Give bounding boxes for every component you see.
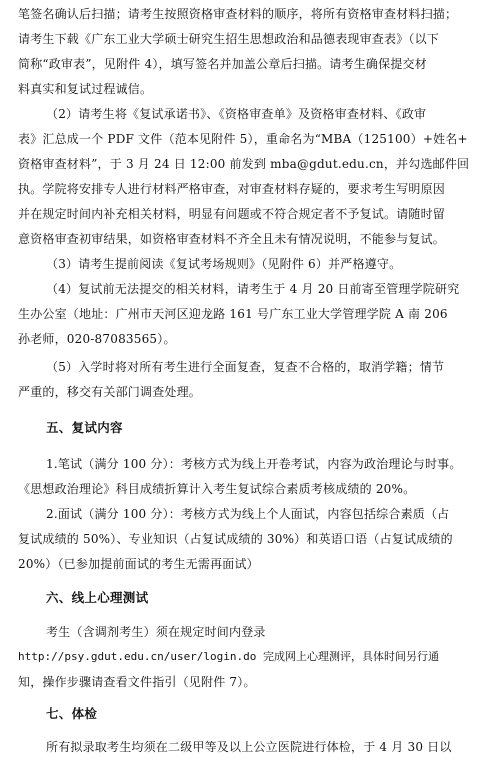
psych-test-link-line[interactable]: http://psy.gdut.edu.cn/user/login.do 完成网上心理测评，具体时间另行通 xyxy=(18,650,440,663)
list-item-2: （2）请考生将《复试承诺书》、《资格审查单》及资格审查材料、《政审 xyxy=(46,107,427,121)
paragraph-line: 20%）（已参加提前面试的考生无需再面试） xyxy=(18,557,259,571)
list-item-4: （4）复试前无法提交的相关材料，请考生于 4 月 20 日前寄至管理学院研究 xyxy=(46,282,460,296)
list-item-written-exam: 1.笔试（满分 100 分）：考核方式为线上开卷考试，内容为政治理论与时事。 xyxy=(46,457,462,471)
paragraph-line: 考生（含调剂考生）须在规定时间内登录 xyxy=(46,625,266,639)
paragraph-line: 笔签名确认后扫描；请考生按照资格审查材料的顺序，将所有资格审查材料扫描； xyxy=(18,7,458,21)
list-item-interview: 2.面试（满分 100 分）：考核方式为线上个人面试，内容包括综合素质（占 xyxy=(46,507,450,521)
paragraph-line: 复试成绩的 50%）、专业知识（占复试成绩的 30%）和英语口语（占复试成绩的 xyxy=(18,532,453,546)
paragraph-line: 所有拟录取考生均须在二级甲等及以上公立医院进行体检，于 4 月 30 日以 xyxy=(46,740,452,754)
section-heading-5: 五、复试内容 xyxy=(46,420,123,435)
paragraph-line: 并在规定时间内补充相关材料，明显有问题或不符合规定者不予复试。请随时留 xyxy=(18,207,446,221)
paragraph-line: 生办公室（地址：广州市天河区迎龙路 161 号广东工业大学管理学院 A 南 206 xyxy=(18,307,448,321)
paragraph-line: 请考生下载《广东工业大学硕士研究生招生思想政治和品德表现审查表》（以下 xyxy=(18,32,440,46)
section-heading-6: 六、线上心理测试 xyxy=(46,590,149,605)
list-item-3: （3）请考生提前阅读《复试考场规则》（见附件 6）并严格遵守。 xyxy=(46,257,402,271)
paragraph-line: 严重的，移交有关部门调查处理。 xyxy=(18,385,202,399)
paragraph-line: 孙老师，020-87083565）。 xyxy=(18,332,176,346)
paragraph-line: 表》汇总成一个 PDF 文件（范本见附件 5），重命名为“MBA（125100）+姓名+ xyxy=(18,132,468,146)
paragraph-line: 意资格审查初审结果，如资格审查材料不齐全且未有情况说明，不能参与复试。 xyxy=(18,232,446,246)
section-heading-7: 七、体检 xyxy=(46,706,98,721)
paragraph-line: 料真实和复试过程诚信。 xyxy=(18,82,153,96)
paragraph-line: 资格审查材料”，于 3 月 24 日 12:00 前发到 mba@gdut.edu.cn，并勾选邮件回 xyxy=(18,157,470,171)
paragraph-line: 知，操作步骤请查看文件指引（见附件 7）。 xyxy=(18,675,256,689)
paragraph-line: 《思想政治理论》科目成绩折算计入考生复试综合素质考核成绩的 20%。 xyxy=(18,482,416,496)
paragraph-line: 执。学院将安排专人进行材料严格审查，对审查材料存疑的，要求考生写明原因 xyxy=(18,182,446,196)
list-item-5: （5）入学时将对所有考生进行全面复查，复查不合格的，取消学籍；情节 xyxy=(46,360,445,374)
paragraph-line: 简称“政审表”，见附件 4），填写签名并加盖公章后扫描。请考生确保提交材 xyxy=(18,57,427,71)
